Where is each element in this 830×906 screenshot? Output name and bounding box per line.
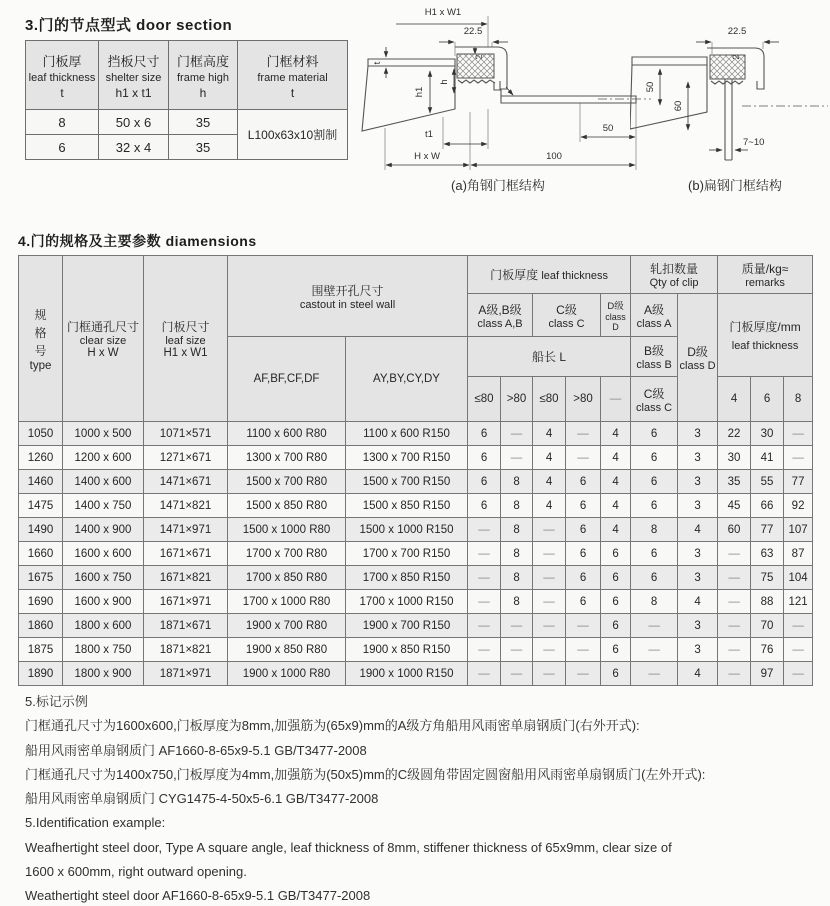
spec-clip-abc: 6: [631, 494, 678, 518]
marking-example-line: 1600 x 600mm, right outward opening.: [25, 864, 247, 880]
spec-ab-le80: —: [468, 566, 501, 590]
section4-title: 4.门的规格及主要参数 diamensions: [18, 233, 257, 249]
spec-clear-size: 1400 x 900: [63, 518, 144, 542]
spec-clear-size: 1800 x 600: [63, 614, 144, 638]
col-mass-remarks-group: 质量/kg≈ remarks: [718, 256, 813, 294]
spec-ab-gt80: 8: [501, 590, 533, 614]
spec-row: [19, 566, 813, 590]
spec-row: [19, 446, 813, 470]
col-thk-4: 4: [718, 377, 751, 422]
col-clip-class-d: D级 class D: [678, 294, 718, 422]
spec-row: [19, 494, 813, 518]
spec-d-thickness: 4: [601, 470, 631, 494]
spec-mass-8: —: [784, 662, 813, 686]
spec-clear-size: 1400 x 750: [63, 494, 144, 518]
spec-row: [19, 542, 813, 566]
spec-castout-y: 1300 x 700 R150: [346, 446, 468, 470]
spec-c-gt80: 6: [566, 542, 601, 566]
spec-c-gt80: 6: [566, 494, 601, 518]
spec-castout-f: 1900 x 850 R80: [228, 638, 346, 662]
marking-example-line: 5.标记示例: [25, 694, 88, 709]
spec-c-le80: 4: [533, 446, 566, 470]
col-leaf-thickness: 门板厚 leaf thickness t: [26, 41, 99, 110]
spec-d-thickness: 6: [601, 614, 631, 638]
spec-mass-6: 66: [751, 494, 784, 518]
spec-c-gt80: 6: [566, 590, 601, 614]
spec-type: 1490: [19, 518, 63, 542]
spec-mass-6: 70: [751, 614, 784, 638]
door-spec-table: [18, 255, 813, 686]
spec-ab-gt80: 8: [501, 542, 533, 566]
spec-castout-f: 1700 x 850 R80: [228, 566, 346, 590]
spec-clear-size: 1800 x 900: [63, 662, 144, 686]
spec-clip-d: 3: [678, 422, 718, 446]
spec-ab-gt80: —: [501, 614, 533, 638]
spec-d-thickness: 6: [601, 662, 631, 686]
spec-ab-gt80: —: [501, 662, 533, 686]
spec-clear-size: 1600 x 600: [63, 542, 144, 566]
spec-clear-size: 1000 x 500: [63, 422, 144, 446]
spec-ab-le80: —: [468, 638, 501, 662]
spec-mass-4: —: [718, 590, 751, 614]
spec-clear-size: 1600 x 750: [63, 566, 144, 590]
spec-mass-6: 55: [751, 470, 784, 494]
spec-castout-y: 1500 x 850 R150: [346, 494, 468, 518]
spec-clip-abc: 8: [631, 590, 678, 614]
spec-c-gt80: —: [566, 446, 601, 470]
spec-mass-4: —: [718, 542, 751, 566]
spec-leaf-size: 1471×971: [144, 518, 228, 542]
spec-d-thickness: 4: [601, 494, 631, 518]
spec-clear-size: 1400 x 600: [63, 470, 144, 494]
table-row: [26, 110, 348, 135]
col-castout-f: AF,BF,CF,DF: [228, 337, 346, 422]
spec-d-thickness: 6: [601, 638, 631, 662]
spec-d-thickness: 4: [601, 446, 631, 470]
dim-label-h: h: [439, 79, 450, 85]
spec-leaf-size: 1671×971: [144, 590, 228, 614]
spec-c-gt80: —: [566, 662, 601, 686]
spec-castout-f: 1500 x 850 R80: [228, 494, 346, 518]
door-section-table: [25, 40, 348, 160]
spec-ab-le80: 6: [468, 446, 501, 470]
spec-ab-gt80: 8: [501, 566, 533, 590]
spec-mass-6: 30: [751, 422, 784, 446]
spec-c-gt80: —: [566, 422, 601, 446]
spec-c-le80: —: [533, 638, 566, 662]
col-castout-y: AY,BY,CY,DY: [346, 337, 468, 422]
marking-example-line: Weathertight steel door AF1660-8-65x9-5.1 GB/T3477-2008: [25, 888, 371, 904]
spec-c-gt80: 6: [566, 470, 601, 494]
spec-type: 1660: [19, 542, 63, 566]
diagram-a-caption: (a)角钢门框结构: [451, 178, 545, 193]
spec-clip-abc: 6: [631, 422, 678, 446]
spec-row: [19, 662, 813, 686]
spec-leaf-size: 1871×821: [144, 638, 228, 662]
spec-d-thickness: 6: [601, 542, 631, 566]
spec-mass-4: 60: [718, 518, 751, 542]
spec-ab-gt80: 8: [501, 494, 533, 518]
spec-d-thickness: 6: [601, 590, 631, 614]
spec-mass-4: —: [718, 614, 751, 638]
spec-table-body: [19, 422, 813, 686]
spec-clip-d: 3: [678, 614, 718, 638]
spec-clip-d: 3: [678, 494, 718, 518]
col-ab-gt80: >80: [501, 377, 533, 422]
spec-d-thickness: 4: [601, 422, 631, 446]
door-leaf-plate: [632, 57, 707, 65]
leaf-thickness-value: 8: [26, 110, 99, 135]
shelter-size-value: 32 x 4: [99, 135, 169, 160]
col-clip-qty-group: 轧扣数量 Qty of clip: [631, 256, 718, 294]
marking-example-section: [25, 690, 813, 906]
spec-row: [19, 590, 813, 614]
spec-leaf-size: 1871×971: [144, 662, 228, 686]
spec-clip-d: 3: [678, 446, 718, 470]
spec-castout-f: 1900 x 700 R80: [228, 614, 346, 638]
spec-ab-le80: —: [468, 590, 501, 614]
spec-castout-f: 1500 x 1000 R80: [228, 518, 346, 542]
spec-castout-y: 1500 x 1000 R150: [346, 518, 468, 542]
col-class-c: C级 class C: [533, 294, 601, 337]
gasket-hatched: [710, 55, 745, 79]
spec-clip-d: 4: [678, 662, 718, 686]
spec-c-le80: —: [533, 542, 566, 566]
shelter-size-value: 50 x 6: [99, 110, 169, 135]
dim-label-t: t: [372, 61, 383, 65]
col-thk-8: 8: [784, 377, 813, 422]
dim-label-22-5: 22.5: [727, 26, 747, 37]
marking-example-line: 5.Identification example:: [25, 815, 166, 831]
spec-type: 1860: [19, 614, 63, 638]
spec-c-gt80: —: [566, 638, 601, 662]
spec-castout-y: 1700 x 1000 R150: [346, 590, 468, 614]
spec-clip-abc: —: [631, 638, 678, 662]
spec-castout-y: 1900 x 1000 R150: [346, 662, 468, 686]
spec-mass-4: 22: [718, 422, 751, 446]
spec-c-le80: 4: [533, 470, 566, 494]
spec-clear-size: 1200 x 600: [63, 446, 144, 470]
dim-label-t1: t1: [425, 129, 433, 140]
col-castout: 围壁开孔尺寸 castout in steel wall: [228, 256, 468, 337]
spec-type: 1475: [19, 494, 63, 518]
spec-clip-abc: 6: [631, 446, 678, 470]
col-type: 规 格 号 type: [19, 256, 63, 422]
spec-leaf-size: 1671×671: [144, 542, 228, 566]
spec-row: [19, 518, 813, 542]
spec-leaf-size: 1871×671: [144, 614, 228, 638]
spec-ab-gt80: —: [501, 422, 533, 446]
col-thk-6: 6: [751, 377, 784, 422]
spec-clip-d: 3: [678, 566, 718, 590]
spec-clip-abc: 6: [631, 566, 678, 590]
spec-mass-8: —: [784, 446, 813, 470]
spec-type: 1050: [19, 422, 63, 446]
spec-clip-d: 3: [678, 470, 718, 494]
spec-d-thickness: 4: [601, 518, 631, 542]
spec-mass-8: —: [784, 422, 813, 446]
spec-mass-6: 75: [751, 566, 784, 590]
spec-leaf-size: 1271×671: [144, 446, 228, 470]
marking-example-line: 船用风雨密单扇钢质门 CYG1475-4-50x5-6.1 GB/T3477-2008: [25, 791, 379, 807]
spec-type: 1875: [19, 638, 63, 662]
dim-label-50: 50: [645, 81, 656, 93]
spec-type: 1690: [19, 590, 63, 614]
spec-mass-6: 76: [751, 638, 784, 662]
spec-c-le80: —: [533, 518, 566, 542]
spec-castout-f: 1700 x 700 R80: [228, 542, 346, 566]
diagram-b-flat-steel-frame: [630, 2, 830, 200]
spec-castout-f: 1300 x 700 R80: [228, 446, 346, 470]
section3-title: 3.门的节点型式 door section: [25, 17, 233, 34]
col-ship-length: 船长 L: [468, 337, 631, 377]
spec-row: [19, 422, 813, 446]
spec-c-gt80: —: [566, 614, 601, 638]
spec-mass-6: 77: [751, 518, 784, 542]
spec-type: 1460: [19, 470, 63, 494]
dim-label-50: 50: [602, 123, 614, 134]
spec-leaf-size: 1471×821: [144, 494, 228, 518]
spec-castout-y: 1700 x 850 R150: [346, 566, 468, 590]
marking-example-line: 船用风雨密单扇钢质门 AF1660-8-65x9-5.1 GB/T3477-2008: [25, 742, 367, 758]
marking-example-line: 门框通孔尺寸为1400x750,门板厚度为4mm,加强筋为(50x5)mm的C级圆角带固定圆窗船用风雨密单扇钢质门(左外开式):: [25, 766, 706, 782]
col-leaf-thickness-mm: 门板厚度/mm leaf thickness: [718, 294, 813, 377]
spec-clip-abc: 6: [631, 470, 678, 494]
spec-row: [19, 614, 813, 638]
spec-mass-6: 97: [751, 662, 784, 686]
spec-c-gt80: 6: [566, 566, 601, 590]
spec-c-le80: —: [533, 590, 566, 614]
spec-clip-abc: —: [631, 662, 678, 686]
spec-clip-abc: 6: [631, 542, 678, 566]
spec-c-gt80: 6: [566, 518, 601, 542]
col-clip-class-c: C级 class C: [631, 377, 678, 422]
frame-high-value: 35: [169, 110, 238, 135]
spec-mass-4: 45: [718, 494, 751, 518]
spec-mass-4: —: [718, 638, 751, 662]
spec-type: 1260: [19, 446, 63, 470]
spec-clear-size: 1600 x 900: [63, 590, 144, 614]
col-clip-class-a: A级 class A: [631, 294, 678, 337]
spec-c-le80: 4: [533, 494, 566, 518]
door-leaf-panel: [362, 66, 455, 131]
spec-mass-8: 121: [784, 590, 813, 614]
spec-type: 1890: [19, 662, 63, 686]
diagram-b-caption: (b)扁钢门框结构: [688, 178, 782, 193]
col-c-le80: ≤80: [533, 377, 566, 422]
spec-type: 1675: [19, 566, 63, 590]
spec-mass-6: 88: [751, 590, 784, 614]
spec-ab-le80: 6: [468, 470, 501, 494]
diagram-a-angle-steel-frame: [358, 2, 653, 200]
col-leaf-thickness-group: 门板厚度 leaf thickness: [468, 256, 631, 294]
col-leaf-size: 门板尺寸 leaf size H1 x W1: [144, 256, 228, 422]
spec-mass-6: 63: [751, 542, 784, 566]
spec-clip-d: 4: [678, 590, 718, 614]
leaf-thickness-value: 6: [26, 135, 99, 160]
spec-ab-le80: —: [468, 542, 501, 566]
spec-mass-8: —: [784, 638, 813, 662]
dim-label-7-10: 7~10: [743, 137, 765, 148]
spec-ab-gt80: —: [501, 446, 533, 470]
flat-bar-frame: [725, 79, 732, 160]
spec-clip-d: 3: [678, 638, 718, 662]
dim-label-h1: h1: [414, 86, 425, 98]
spec-castout-f: 1700 x 1000 R80: [228, 590, 346, 614]
spec-castout-y: 1900 x 700 R150: [346, 614, 468, 638]
spec-ab-le80: —: [468, 614, 501, 638]
spec-clip-d: 4: [678, 518, 718, 542]
spec-mass-8: 77: [784, 470, 813, 494]
spec-castout-f: 1100 x 600 R80: [228, 422, 346, 446]
gasket-serration: [458, 80, 495, 83]
spec-clip-abc: 8: [631, 518, 678, 542]
col-class-ab: A级,B级 class A,B: [468, 294, 533, 337]
col-clear-size: 门框通孔尺寸 clear size H x W: [63, 256, 144, 422]
spec-c-le80: —: [533, 662, 566, 686]
spec-castout-y: 1500 x 700 R150: [346, 470, 468, 494]
angle-frame-flange: [501, 96, 636, 103]
spec-mass-4: 30: [718, 446, 751, 470]
spec-mass-4: —: [718, 566, 751, 590]
spec-mass-8: —: [784, 614, 813, 638]
spec-leaf-size: 1471×671: [144, 470, 228, 494]
spec-c-le80: 4: [533, 422, 566, 446]
spec-c-le80: —: [533, 566, 566, 590]
spec-mass-6: 41: [751, 446, 784, 470]
dim-label-60: 60: [673, 100, 684, 112]
spec-castout-y: 1900 x 850 R150: [346, 638, 468, 662]
spec-leaf-size: 1671×821: [144, 566, 228, 590]
dim-label-hxw: H x W: [414, 151, 440, 162]
spec-ab-gt80: 8: [501, 470, 533, 494]
frame-material-value: L100x63x10割制: [238, 110, 348, 160]
spec-mass-8: 107: [784, 518, 813, 542]
door-leaf-panel: [630, 65, 707, 129]
col-ab-le80: ≤80: [468, 377, 501, 422]
dim-label-22-5: 22.5: [463, 26, 483, 37]
spec-castout-y: 1700 x 700 R150: [346, 542, 468, 566]
spec-mass-4: —: [718, 662, 751, 686]
col-frame-material: 门框材料 frame material t: [238, 41, 348, 110]
marking-example-line: 门框通孔尺寸为1600x600,门板厚度为8mm,加强筋为(65x9)mm的A级方角船用风雨密单扇钢质门(右外开式):: [25, 718, 640, 734]
gasket-hatched: [457, 54, 494, 78]
dim-label-100: 100: [546, 151, 562, 162]
spec-d-thickness: 6: [601, 566, 631, 590]
spec-ab-le80: —: [468, 518, 501, 542]
spec-row: [19, 638, 813, 662]
col-frame-high: 门框高度 frame high h: [169, 41, 238, 110]
spec-castout-y: 1100 x 600 R150: [346, 422, 468, 446]
frame-high-value: 35: [169, 135, 238, 160]
gasket-serration: [711, 81, 743, 84]
marking-example-line: Weafhertight steel door, Type A square angle, leaf thickness of 8mm, stiffener thickness of 65x9mm, clear size of: [25, 839, 672, 855]
col-class-d: D级 class D: [601, 294, 631, 337]
spec-ab-le80: 6: [468, 422, 501, 446]
col-shelter-size: 挡板尺寸 shelter size h1 x t1: [99, 41, 169, 110]
spec-clip-abc: —: [631, 614, 678, 638]
col-c-gt80: >80: [566, 377, 601, 422]
col-d-dash: —: [601, 377, 631, 422]
col-clip-class-b: B级 class B: [631, 337, 678, 377]
spec-ab-le80: 6: [468, 494, 501, 518]
spec-mass-4: 35: [718, 470, 751, 494]
spec-clear-size: 1800 x 750: [63, 638, 144, 662]
spec-ab-gt80: —: [501, 638, 533, 662]
spec-mass-8: 92: [784, 494, 813, 518]
spec-castout-f: 1900 x 1000 R80: [228, 662, 346, 686]
spec-leaf-size: 1071×571: [144, 422, 228, 446]
spec-clip-d: 3: [678, 542, 718, 566]
spec-ab-gt80: 8: [501, 518, 533, 542]
spec-mass-8: 104: [784, 566, 813, 590]
spec-mass-8: 87: [784, 542, 813, 566]
dim-label-h1w1: H1 x W1: [424, 7, 462, 18]
spec-castout-f: 1500 x 700 R80: [228, 470, 346, 494]
spec-ab-le80: —: [468, 662, 501, 686]
spec-c-le80: —: [533, 614, 566, 638]
spec-row: [19, 470, 813, 494]
